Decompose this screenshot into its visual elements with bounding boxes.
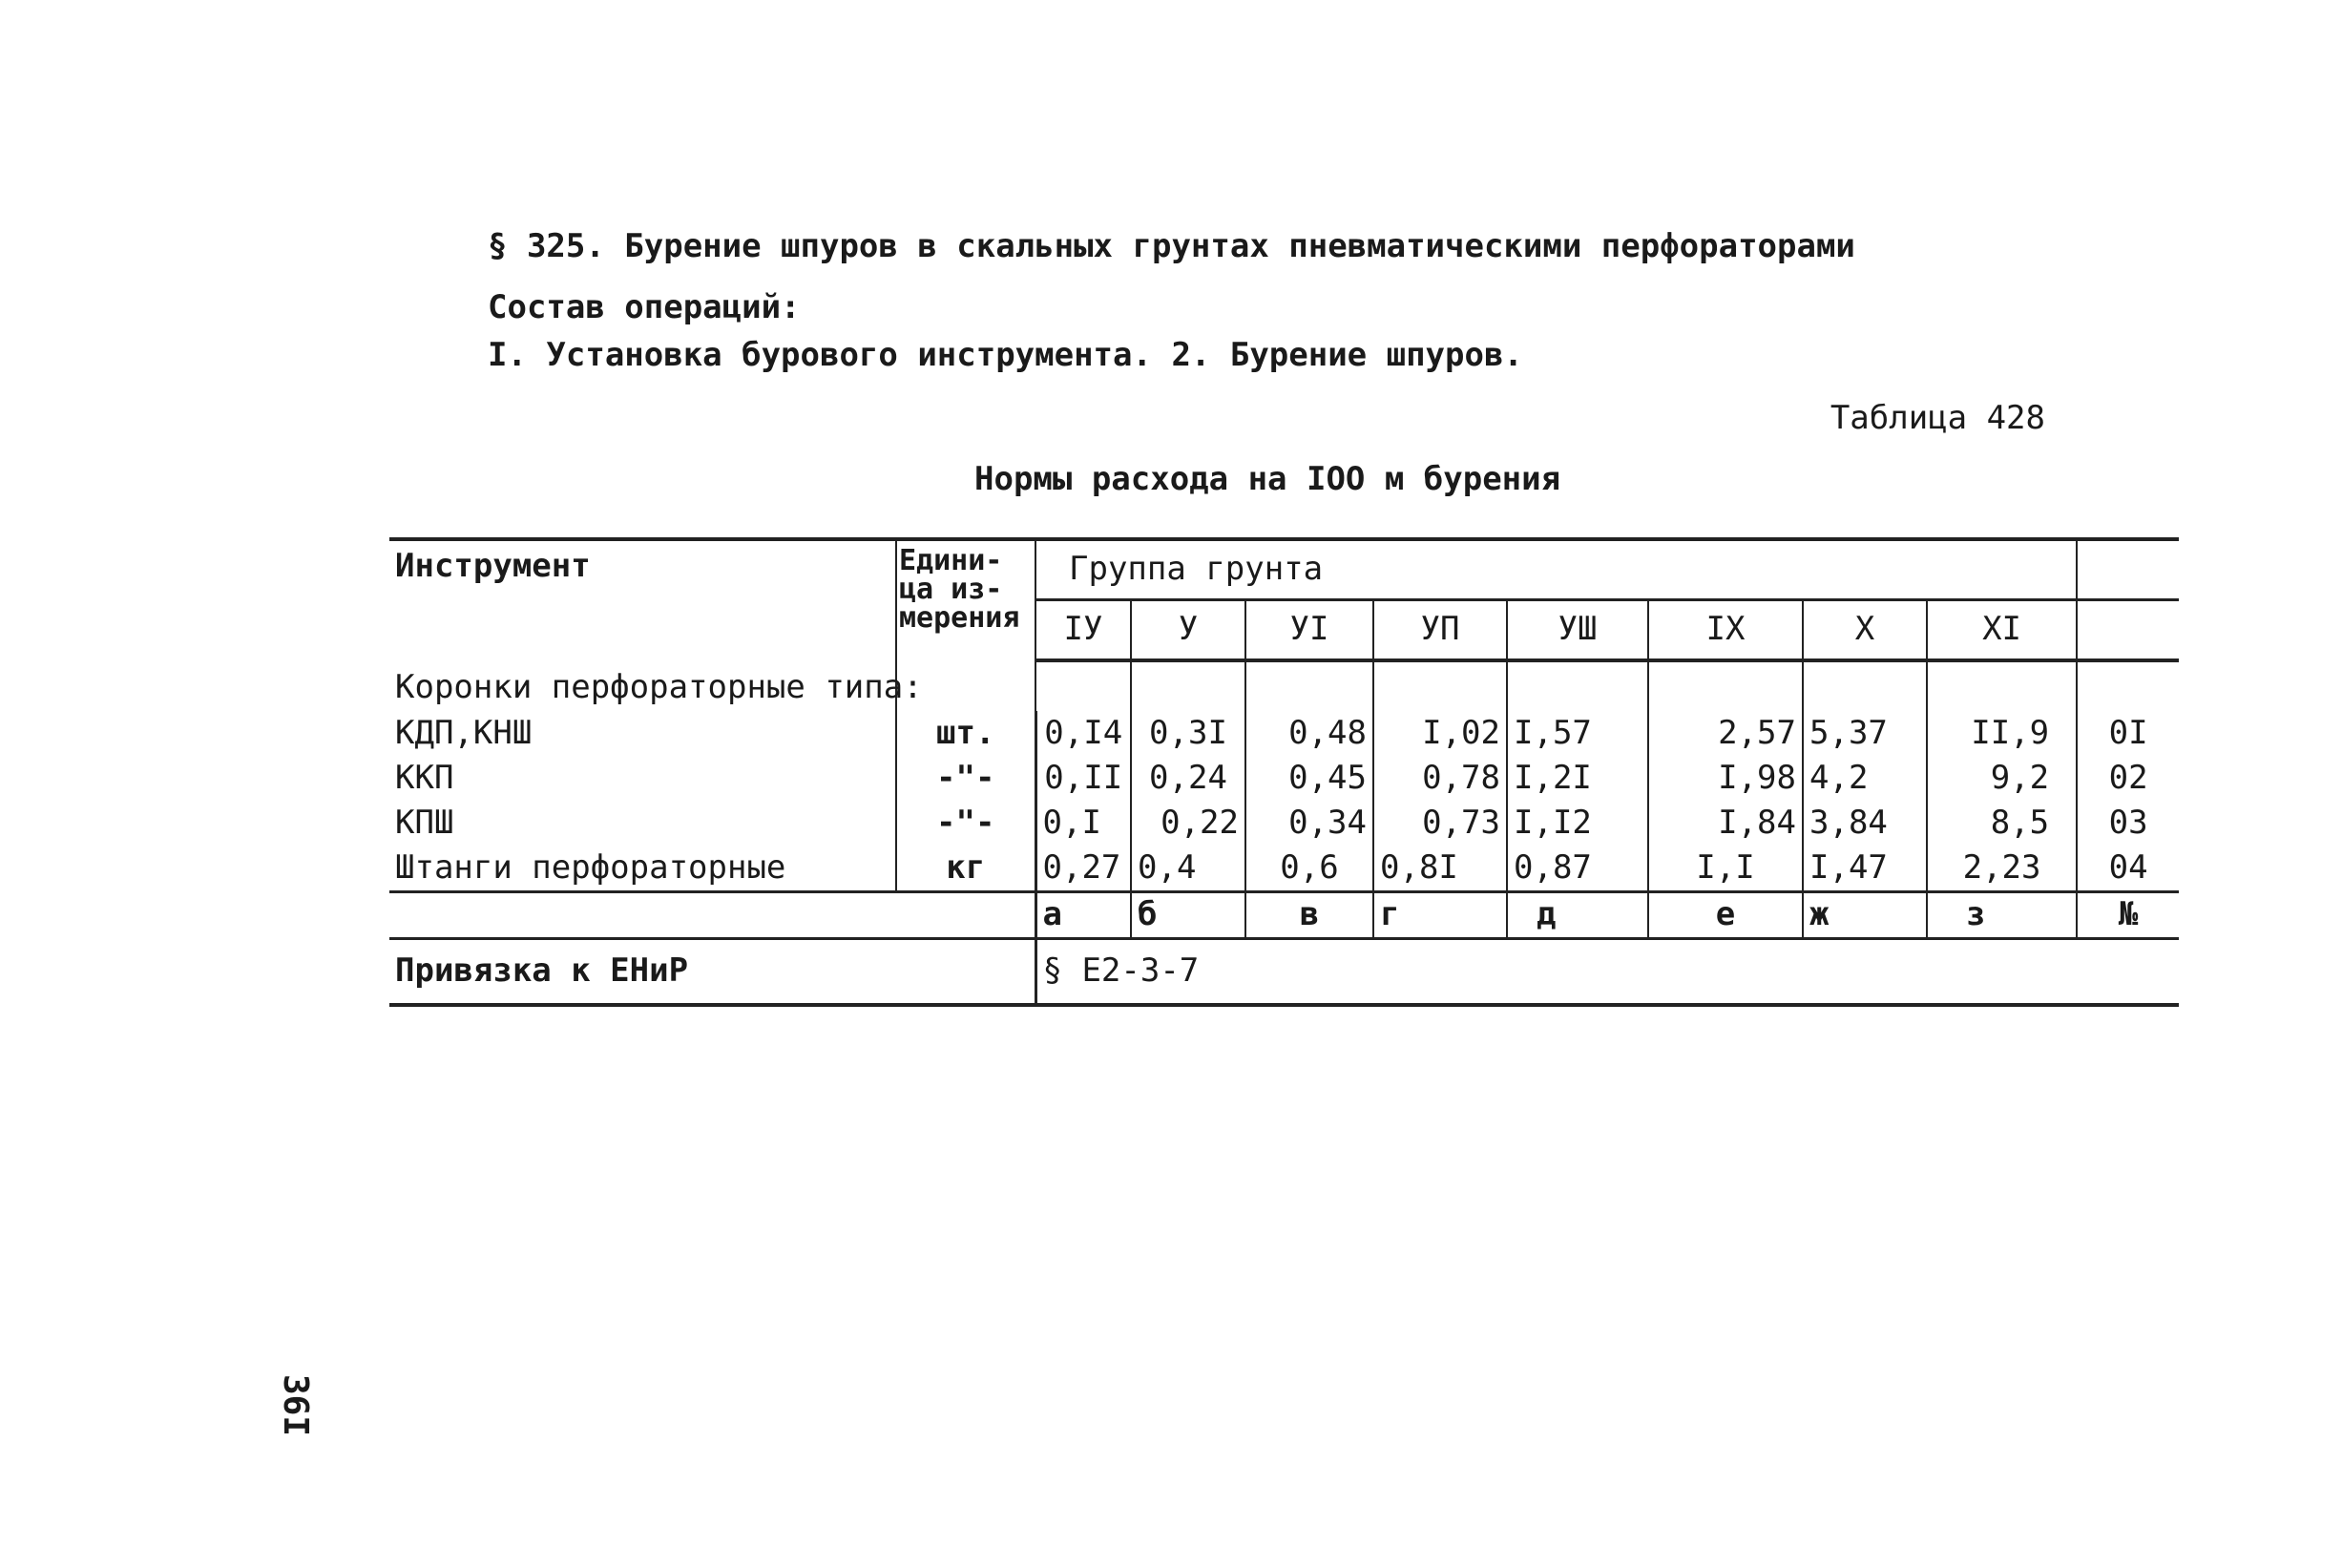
- column-letter: б: [1131, 892, 1245, 939]
- row-value: 2,57: [1648, 711, 1803, 756]
- row-value: 0,4: [1131, 846, 1245, 892]
- row-value: I,02: [1373, 711, 1507, 756]
- norms-table: [389, 537, 2179, 1007]
- row-value: I,84: [1648, 801, 1803, 846]
- column-letter: д: [1507, 892, 1648, 939]
- row-value: 2,23: [1927, 846, 2077, 892]
- row-value: 0,II: [1035, 756, 1131, 801]
- group-7: X: [1803, 600, 1927, 661]
- section-row: [389, 660, 2179, 711]
- number-sign: №: [2077, 892, 2179, 939]
- binding-value: § Е2-3-7: [1035, 939, 2179, 1006]
- row-value: 0,78: [1373, 756, 1507, 801]
- header-unit: [896, 539, 1035, 660]
- operations-list: I. Установка бурового инструмента. 2. Бурение шпуров.: [488, 336, 1523, 374]
- header-row-group: [389, 539, 2179, 600]
- row-unit: шт.: [896, 711, 1035, 756]
- row-value: 0,6: [1245, 846, 1373, 892]
- row-name: КПШ: [395, 803, 454, 842]
- group-3: УI: [1245, 600, 1373, 661]
- table-title: Нормы расхода на IOO м бурения: [974, 460, 1561, 498]
- row-code: 0I: [2077, 711, 2179, 756]
- row-value: 0,34: [1245, 801, 1373, 846]
- row-value: 5,37: [1803, 711, 1927, 756]
- row-value: 0,I4: [1035, 711, 1131, 756]
- row-code: 04: [2077, 846, 2179, 892]
- row-value: 0,I: [1035, 801, 1131, 846]
- table-number: Таблица 428: [1830, 399, 2045, 437]
- column-letter: з: [1927, 892, 2077, 939]
- row-value: 0,48: [1245, 711, 1373, 756]
- header-unit-line1: Едини-: [899, 544, 1003, 577]
- header-soil-group: Группа грунта: [1035, 539, 2077, 600]
- group-2: У: [1131, 600, 1245, 661]
- row-value: II,9: [1927, 711, 2077, 756]
- row-name: КДП,КНШ: [395, 713, 533, 752]
- section-heading: § 325. Бурение шпуров в скальных грунтах пневматическими перфораторами: [488, 227, 1855, 265]
- binding-label: Привязка к ЕНиР: [389, 939, 1035, 1006]
- header-empty: [2077, 539, 2179, 600]
- column-letter: г: [1373, 892, 1507, 939]
- table-row: [389, 846, 2179, 892]
- row-value: I,2I: [1507, 756, 1648, 801]
- column-letter: ж: [1803, 892, 1927, 939]
- row-value: 0,3I: [1131, 711, 1245, 756]
- row-unit: -"-: [896, 756, 1035, 801]
- header-unit-line3: мерения: [899, 601, 1020, 635]
- row-code: 03: [2077, 801, 2179, 846]
- column-letter: е: [1648, 892, 1803, 939]
- section-label: Коронки перфораторные типа:: [395, 667, 923, 706]
- row-name: ККП: [395, 758, 454, 797]
- row-value: 4,2: [1803, 756, 1927, 801]
- letters-blank: [389, 892, 896, 939]
- row-value: 8,5: [1927, 801, 2077, 846]
- row-name: Штанги перфораторные: [395, 847, 786, 887]
- row-value: I,57: [1507, 711, 1648, 756]
- row-value: I,47: [1803, 846, 1927, 892]
- header-unit-line2: ца из-: [899, 573, 1003, 606]
- row-value: I,I2: [1507, 801, 1648, 846]
- row-value: 0,87: [1507, 846, 1648, 892]
- column-letter: в: [1245, 892, 1373, 939]
- table-row: [389, 801, 2179, 846]
- group-code-empty: [2077, 600, 2179, 661]
- group-5: УШ: [1507, 600, 1648, 661]
- letters-blank-unit: [896, 892, 1035, 939]
- group-8: XI: [1927, 600, 2077, 661]
- row-code: 02: [2077, 756, 2179, 801]
- group-4: УП: [1373, 600, 1507, 661]
- row-value: 0,73: [1373, 801, 1507, 846]
- row-value: 0,22: [1131, 801, 1245, 846]
- table-row: [389, 711, 2179, 756]
- table-row: [389, 756, 2179, 801]
- row-value: 3,84: [1803, 801, 1927, 846]
- column-letter: а: [1035, 892, 1131, 939]
- page-number: 36I: [276, 1374, 315, 1437]
- binding-row: [389, 939, 2179, 1006]
- letters-row: [389, 892, 2179, 939]
- row-value: 0,27: [1035, 846, 1131, 892]
- row-value: 0,24: [1131, 756, 1245, 801]
- row-unit: кг: [896, 846, 1035, 892]
- group-1: IУ: [1035, 600, 1131, 661]
- group-6: IX: [1648, 600, 1803, 661]
- row-unit: -"-: [896, 801, 1035, 846]
- operations-label: Состав операций:: [488, 288, 801, 326]
- header-instrument: Инструмент: [389, 539, 896, 660]
- row-value: I,98: [1648, 756, 1803, 801]
- row-value: 9,2: [1927, 756, 2077, 801]
- row-value: 0,45: [1245, 756, 1373, 801]
- row-value: I,I: [1648, 846, 1803, 892]
- row-value: 0,8I: [1373, 846, 1507, 892]
